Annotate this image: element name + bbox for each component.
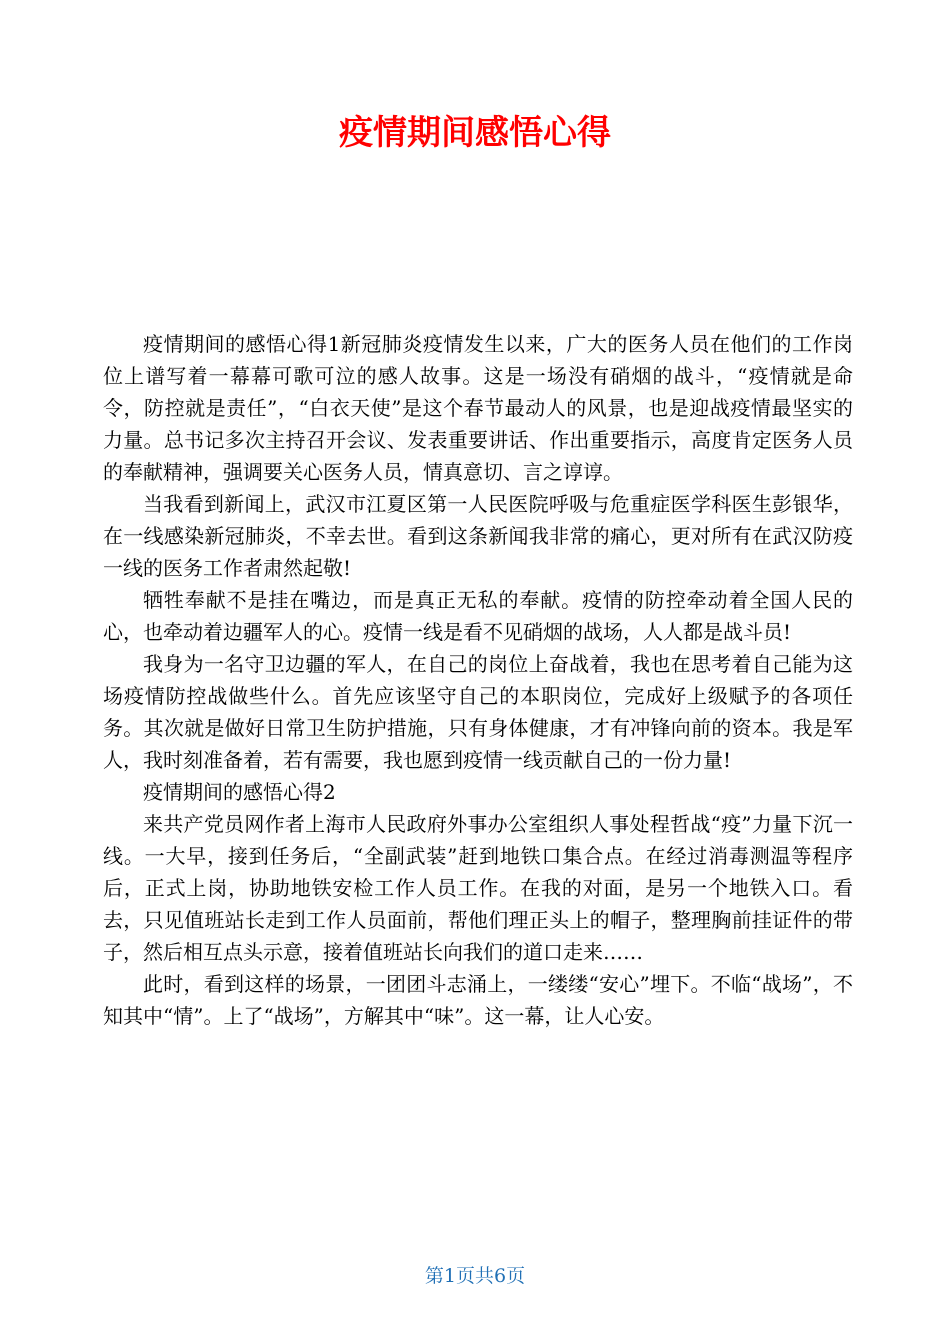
- paragraph: 牺牲奉献不是挂在嘴边，而是真正无私的奉献。疫情的防控牵动着全国人民的心，也牵动着边疆军人的心。疫情一线是看不见硝烟的战场，人人都是战斗员!: [103, 588, 853, 644]
- document-title: 疫情期间感悟心得: [339, 113, 611, 153]
- page-number-footer: 第1页共6页: [424, 1265, 526, 1287]
- document-body: [103, 328, 853, 1032]
- section-heading: 疫情期间的感悟心得2: [143, 780, 336, 804]
- paragraph: 疫情期间的感悟心得1新冠肺炎疫情发生以来，广大的医务人员在他们的工作岗位上谱写着一幕幕可歌可泣的感人故事。这是一场没有硝烟的战斗，“疫情就是命令，防控就是责任”，“白衣天使”是这个春节最动人的风景，也是迎战疫情最坚实的力量。总书记多次主持召开会议、发表重要讲话、作出重要指示，高度肯定医务人员的奉献精神，强调要关心医务人员，情真意切、言之谆谆。: [103, 332, 853, 484]
- paragraph: 我身为一名守卫边疆的军人，在自己的岗位上奋战着，我也在思考着自己能为这场疫情防控战做些什么。首先应该坚守自己的本职岗位，完成好上级赋予的各项任务。其次就是做好日常卫生防护措施，只有身体健康，才有冲锋向前的资本。我是军人，我时刻准备着，若有需要，我也愿到疫情一线贡献自己的一份力量!: [103, 652, 853, 772]
- paragraph: 此时，看到这样的场景，一团团斗志涌上，一缕缕“安心”埋下。不临“战场”，不知其中“情”。上了“战场”，方解其中“味”。这一幕，让人心安。: [103, 972, 853, 1028]
- paragraph: 来共产党员网作者上海市人民政府外事办公室组织人事处程哲战“疫”力量下沉一线。一大早，接到任务后，“全副武装”赶到地铁口集合点。在经过消毒测温等程序后，正式上岗，协助地铁安检工作人员工作。在我的对面，是另一个地铁入口。看去，只见值班站长走到工作人员面前，帮他们理正头上的帽子，整理胸前挂证件的带子，然后相互点头示意，接着值班站长向我们的道口走来……: [103, 812, 853, 964]
- paragraph: 当我看到新闻上，武汉市江夏区第一人民医院呼吸与危重症医学科医生彭银华，在一线感染新冠肺炎，不幸去世。看到这条新闻我非常的痛心，更对所有在武汉防疫一线的医务工作者肃然起敬!: [103, 492, 853, 580]
